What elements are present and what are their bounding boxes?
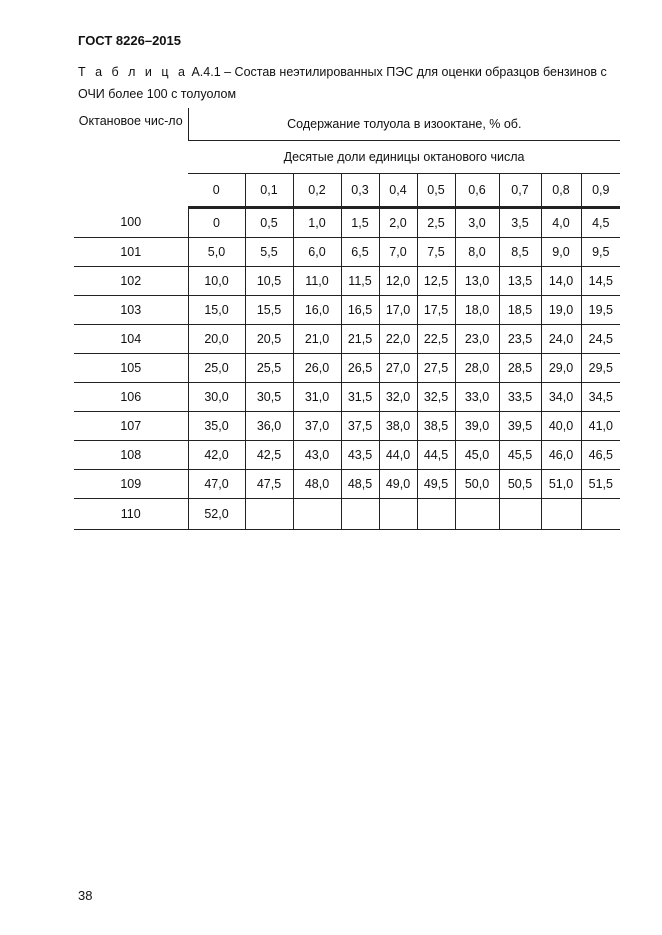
tenths-header: Десятые доли единицы октанового числа [188, 141, 620, 174]
tenths-column-header: 0,7 [499, 174, 541, 208]
table-row [74, 383, 620, 412]
toluene-value-cell: 31,0 [293, 383, 341, 412]
toluene-value-cell: 26,5 [341, 354, 379, 383]
table-row [74, 267, 620, 296]
octane-number-cell: 101 [74, 238, 188, 267]
toluene-value-cell: 38,5 [417, 412, 455, 441]
toluene-value-cell: 51,0 [541, 470, 581, 499]
toluene-value-cell: 22,0 [379, 325, 417, 354]
table-row [74, 499, 620, 530]
toluene-value-cell: 0 [188, 208, 245, 238]
toluene-value-cell: 1,5 [341, 208, 379, 238]
toluene-value-cell: 39,0 [455, 412, 499, 441]
toluene-value-cell: 44,5 [417, 441, 455, 470]
toluene-value-cell: 7,0 [379, 238, 417, 267]
toluene-value-cell: 29,0 [541, 354, 581, 383]
toluene-value-cell [455, 499, 499, 530]
tenths-column-header: 0,9 [581, 174, 620, 208]
toluene-value-cell: 13,0 [455, 267, 499, 296]
toluene-value-cell: 45,5 [499, 441, 541, 470]
document-code: ГОСТ 8226–2015 [78, 33, 181, 48]
toluene-value-cell: 30,0 [188, 383, 245, 412]
toluene-composition-table [74, 108, 620, 530]
toluene-value-cell: 40,0 [541, 412, 581, 441]
toluene-value-cell: 51,5 [581, 470, 620, 499]
toluene-value-cell: 3,5 [499, 208, 541, 238]
toluene-value-cell: 8,0 [455, 238, 499, 267]
toluene-value-cell: 50,5 [499, 470, 541, 499]
tenths-column-header: 0,8 [541, 174, 581, 208]
toluene-value-cell [499, 499, 541, 530]
toluene-value-cell [379, 499, 417, 530]
toluene-value-cell: 43,5 [341, 441, 379, 470]
toluene-value-cell: 26,0 [293, 354, 341, 383]
toluene-value-cell [245, 499, 293, 530]
toluene-value-cell: 50,0 [455, 470, 499, 499]
toluene-value-cell: 37,0 [293, 412, 341, 441]
toluene-value-cell: 27,5 [417, 354, 455, 383]
toluene-value-cell [341, 499, 379, 530]
toluene-value-cell: 39,5 [499, 412, 541, 441]
tenths-column-header: 0,3 [341, 174, 379, 208]
toluene-value-cell: 41,0 [581, 412, 620, 441]
toluene-value-cell [541, 499, 581, 530]
toluene-value-cell: 15,0 [188, 296, 245, 325]
octane-number-cell: 102 [74, 267, 188, 296]
octane-number-cell: 109 [74, 470, 188, 499]
toluene-value-cell: 49,5 [417, 470, 455, 499]
toluene-value-cell: 10,5 [245, 267, 293, 296]
octane-number-cell: 107 [74, 412, 188, 441]
toluene-value-cell: 45,0 [455, 441, 499, 470]
toluene-value-cell: 38,0 [379, 412, 417, 441]
toluene-value-cell: 12,5 [417, 267, 455, 296]
toluene-value-cell: 21,0 [293, 325, 341, 354]
table-caption [78, 61, 623, 105]
toluene-value-cell: 48,0 [293, 470, 341, 499]
toluene-value-cell: 20,5 [245, 325, 293, 354]
tenths-column-header: 0,1 [245, 174, 293, 208]
toluene-value-cell: 15,5 [245, 296, 293, 325]
toluene-value-cell: 20,0 [188, 325, 245, 354]
toluene-value-cell: 7,5 [417, 238, 455, 267]
toluene-value-cell: 6,5 [341, 238, 379, 267]
table-row [74, 325, 620, 354]
toluene-value-cell: 14,5 [581, 267, 620, 296]
toluene-value-cell: 28,0 [455, 354, 499, 383]
table-row [74, 296, 620, 325]
toluene-value-cell: 47,5 [245, 470, 293, 499]
toluene-value-cell: 11,5 [341, 267, 379, 296]
toluene-value-cell: 37,5 [341, 412, 379, 441]
toluene-value-cell: 46,5 [581, 441, 620, 470]
toluene-content-header: Содержание толуола в изооктане, % об. [188, 108, 620, 141]
toluene-value-cell: 5,5 [245, 238, 293, 267]
toluene-value-cell [293, 499, 341, 530]
octane-number-cell: 108 [74, 441, 188, 470]
table-row [74, 208, 620, 238]
toluene-value-cell: 32,0 [379, 383, 417, 412]
toluene-value-cell: 3,0 [455, 208, 499, 238]
toluene-value-cell: 1,0 [293, 208, 341, 238]
octane-number-cell: 110 [74, 499, 188, 530]
toluene-value-cell: 5,0 [188, 238, 245, 267]
toluene-value-cell: 22,5 [417, 325, 455, 354]
toluene-value-cell: 9,0 [541, 238, 581, 267]
toluene-value-cell: 33,0 [455, 383, 499, 412]
toluene-value-cell: 18,0 [455, 296, 499, 325]
toluene-value-cell: 47,0 [188, 470, 245, 499]
toluene-value-cell: 19,5 [581, 296, 620, 325]
tenths-column-header: 0,2 [293, 174, 341, 208]
table-row [74, 441, 620, 470]
toluene-value-cell: 6,0 [293, 238, 341, 267]
toluene-value-cell: 24,0 [541, 325, 581, 354]
toluene-value-cell: 48,5 [341, 470, 379, 499]
toluene-value-cell: 21,5 [341, 325, 379, 354]
octane-number-header: Октановое чис-ло [78, 114, 183, 128]
caption-label: Т а б л и ц а [78, 65, 188, 79]
toluene-value-cell: 44,0 [379, 441, 417, 470]
toluene-value-cell: 25,5 [245, 354, 293, 383]
toluene-value-cell: 32,5 [417, 383, 455, 412]
toluene-value-cell: 16,5 [341, 296, 379, 325]
tenths-column-header: 0,6 [455, 174, 499, 208]
table-row [74, 470, 620, 499]
table-row [74, 354, 620, 383]
toluene-value-cell: 14,0 [541, 267, 581, 296]
toluene-value-cell: 52,0 [188, 499, 245, 530]
toluene-value-cell: 2,5 [417, 208, 455, 238]
toluene-value-cell [417, 499, 455, 530]
toluene-value-cell: 49,0 [379, 470, 417, 499]
toluene-value-cell: 9,5 [581, 238, 620, 267]
toluene-value-cell: 27,0 [379, 354, 417, 383]
octane-number-cell: 106 [74, 383, 188, 412]
toluene-value-cell: 2,0 [379, 208, 417, 238]
toluene-value-cell: 18,5 [499, 296, 541, 325]
octane-number-cell: 104 [74, 325, 188, 354]
toluene-value-cell: 8,5 [499, 238, 541, 267]
toluene-value-cell: 42,5 [245, 441, 293, 470]
toluene-value-cell: 31,5 [341, 383, 379, 412]
toluene-value-cell: 23,5 [499, 325, 541, 354]
toluene-value-cell: 36,0 [245, 412, 293, 441]
toluene-value-cell: 0,5 [245, 208, 293, 238]
tenths-column-header: 0,4 [379, 174, 417, 208]
toluene-value-cell: 34,5 [581, 383, 620, 412]
octane-number-cell: 105 [74, 354, 188, 383]
toluene-value-cell: 10,0 [188, 267, 245, 296]
toluene-value-cell: 25,0 [188, 354, 245, 383]
toluene-value-cell: 16,0 [293, 296, 341, 325]
toluene-value-cell: 12,0 [379, 267, 417, 296]
toluene-value-cell: 33,5 [499, 383, 541, 412]
toluene-value-cell: 29,5 [581, 354, 620, 383]
toluene-value-cell: 17,5 [417, 296, 455, 325]
tenths-column-header: 0 [188, 174, 245, 208]
toluene-value-cell: 4,0 [541, 208, 581, 238]
toluene-value-cell: 34,0 [541, 383, 581, 412]
table-row [74, 238, 620, 267]
toluene-value-cell: 4,5 [581, 208, 620, 238]
toluene-value-cell: 28,5 [499, 354, 541, 383]
toluene-value-cell: 23,0 [455, 325, 499, 354]
toluene-value-cell: 13,5 [499, 267, 541, 296]
toluene-value-cell: 24,5 [581, 325, 620, 354]
toluene-value-cell: 43,0 [293, 441, 341, 470]
tenths-column-header: 0,5 [417, 174, 455, 208]
caption-text: А.4.1 – Состав неэтилированных ПЭС для оценки образцов бензинов с ОЧИ более 100 с толуолом [78, 65, 607, 101]
toluene-value-cell [581, 499, 620, 530]
toluene-value-cell: 11,0 [293, 267, 341, 296]
octane-number-cell: 103 [74, 296, 188, 325]
page-number: 38 [78, 888, 93, 903]
toluene-value-cell: 35,0 [188, 412, 245, 441]
toluene-value-cell: 30,5 [245, 383, 293, 412]
toluene-value-cell: 19,0 [541, 296, 581, 325]
toluene-value-cell: 17,0 [379, 296, 417, 325]
toluene-value-cell: 46,0 [541, 441, 581, 470]
toluene-value-cell: 42,0 [188, 441, 245, 470]
table-row [74, 412, 620, 441]
octane-number-cell: 100 [74, 208, 188, 238]
